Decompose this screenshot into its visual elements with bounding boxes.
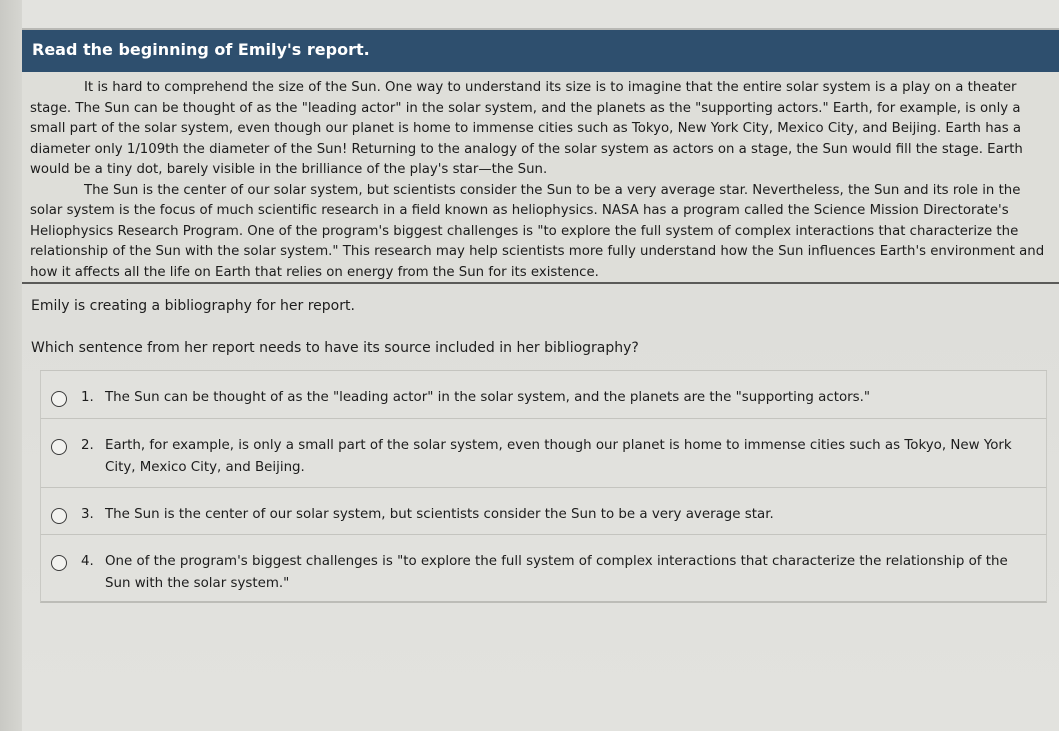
choice-number: 1. [81, 390, 94, 405]
choice-text: The Sun can be thought of as the "leading actor" in the solar system, and the planets are the "supporting actors." [105, 390, 871, 405]
answer-choice-1[interactable] [40, 371, 1047, 419]
context-prompt: Emily is creating a bibliography for her report. [31, 298, 355, 314]
choice-text: One of the program's biggest challenges is "to explore the full system of complex interactions that characterize the relationship of the Sun with the solar system." [105, 554, 1008, 591]
radio-button[interactable] [51, 555, 67, 571]
radio-button[interactable] [51, 391, 67, 407]
passage-paragraph: The Sun is the center of our solar system, but scientists consider the Sun to be a very average star. Nevertheless, the Sun and its role in the solar system is the focus of much scientific research in a field known as heliophysics. NASA has a program called the Science Mission Directorate's Heliophysics Research Program. One of the program's biggest challenges is "to explore the full system of complex interactions that characterize the relationship of the Sun with the solar system." This research may help scientists more fully understand how the Sun influences Earth's environment and how it affects all the life on Earth that relies on energy from the Sun for its existence. [30, 182, 1045, 280]
choice-number: 4. [81, 554, 94, 569]
choice-text: The Sun is the center of our solar system, but scientists consider the Sun to be a very average star. [105, 507, 774, 522]
passage-paragraph: It is hard to comprehend the size of the Sun. One way to understand its size is to imagine that the entire solar system is a play on a theater stage. The Sun can be thought of as the "leading actor" in the solar system, and the planets as the "supporting actors." Earth, for example, is only a small part of the solar system, even though our planet is home to immense cities such as Tokyo, New York City, Mexico City, and Beijing. Earth has a diameter only 1/109th the diameter of the Sun! Returning to the analogy of the solar system as actors on a stage, the Sun would fill the stage. Earth would be a tiny dot, barely visible in the brilliance of the play's star—the Sun. [30, 80, 1023, 177]
answer-choices [40, 370, 1047, 603]
choice-number: 2. [81, 438, 94, 453]
left-edge-shade [0, 0, 22, 731]
report-passage [22, 72, 1059, 284]
question-prompt: Which sentence from her report needs to have its source included in her bibliography? [31, 340, 639, 356]
radio-button[interactable] [51, 439, 67, 455]
answer-choice-4[interactable] [40, 535, 1047, 603]
passage-header [22, 30, 1059, 72]
top-strip [22, 0, 1059, 30]
answer-choice-2[interactable] [40, 419, 1047, 488]
choice-text: Earth, for example, is only a small part of the solar system, even though our planet is home to immense cities such as Tokyo, New York City, Mexico City, and Beijing. [105, 438, 1012, 475]
radio-button[interactable] [51, 508, 67, 524]
choice-number: 3. [81, 507, 94, 522]
passage-header-title: Read the beginning of Emily's report. [32, 40, 370, 59]
answer-choice-3[interactable] [40, 488, 1047, 535]
